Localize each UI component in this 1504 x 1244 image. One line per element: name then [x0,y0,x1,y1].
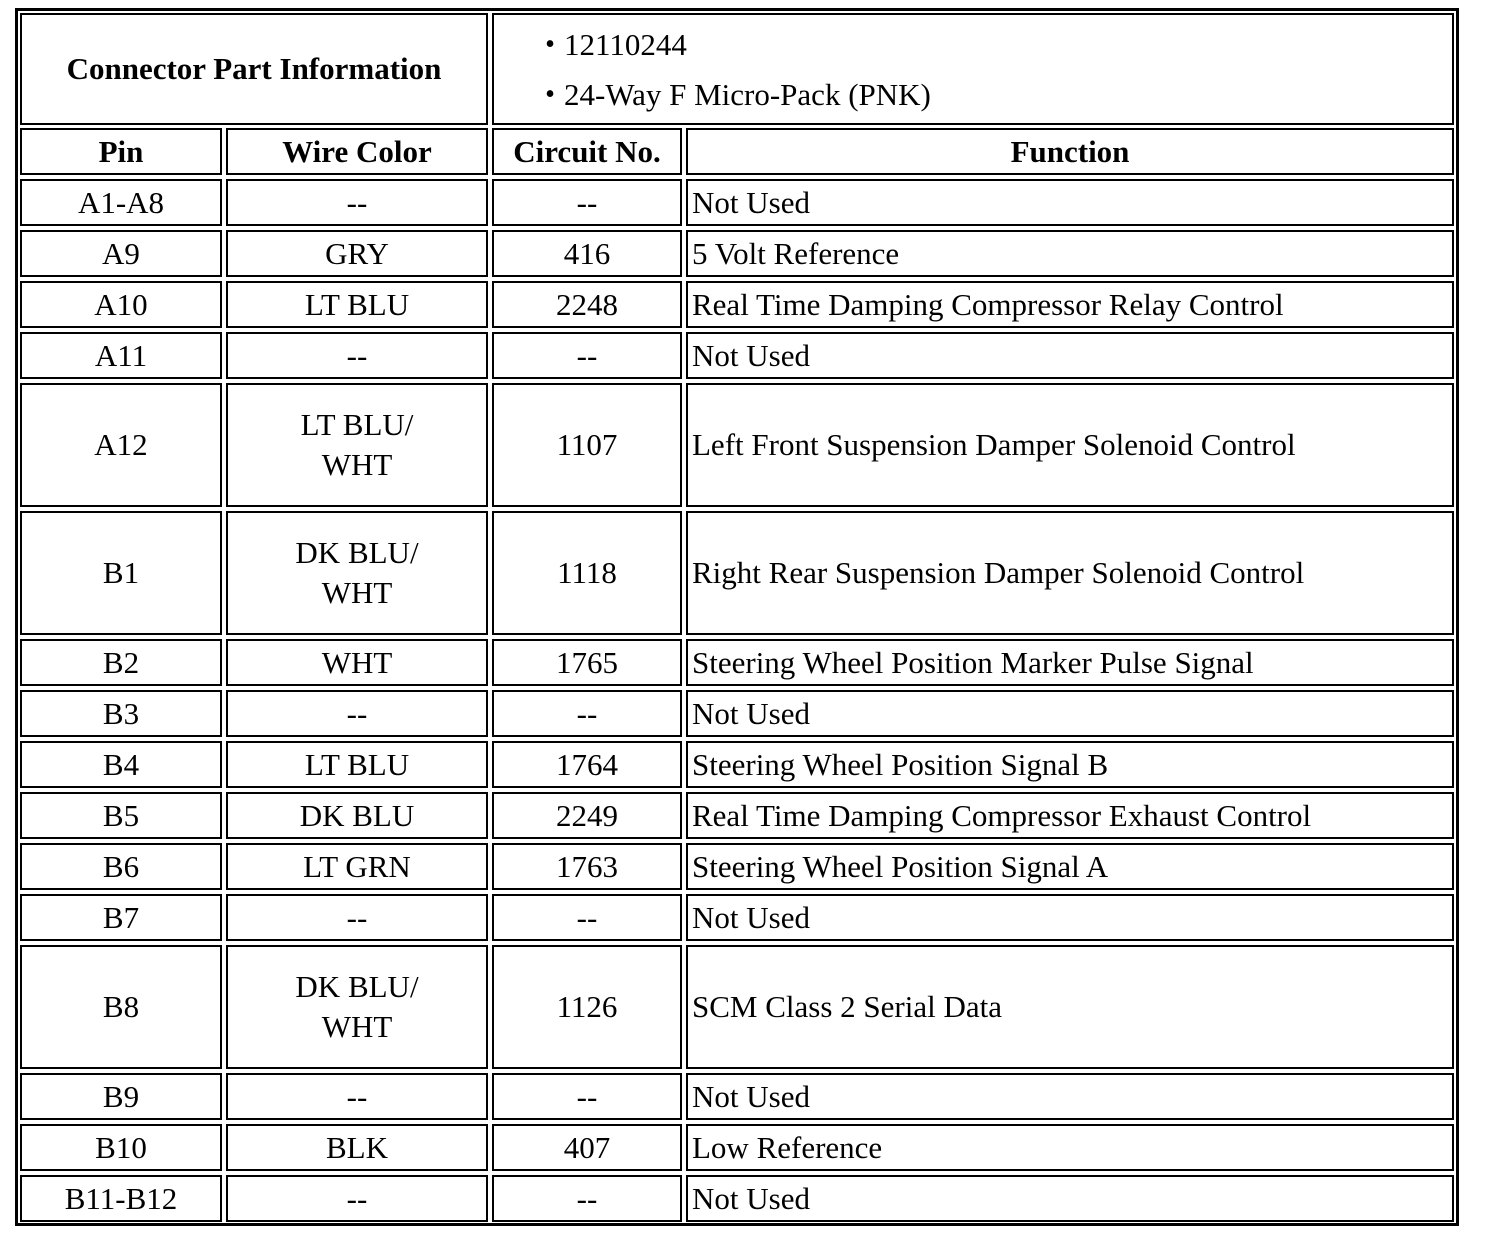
part-number-item [536,27,687,63]
cell-function-text: Not Used [692,1180,810,1216]
cell-function [686,639,1454,686]
cell-circuit-no [492,843,682,890]
bullet-icon: • [545,79,555,110]
wire-color-line: WHT [321,1009,393,1044]
wire-color-line: DK BLU [299,797,415,833]
wire-color-line: BLK [326,1129,388,1165]
cell-function-text: Steering Wheel Position Signal A [692,848,1109,884]
wire-color-line: WHT [321,644,393,680]
cell-pin-text: B3 [102,695,140,731]
cell-circuit-no [492,690,682,737]
cell-pin-text: B6 [102,848,140,884]
cell-pin [20,511,222,635]
cell-circuit-no-text: -- [576,695,598,731]
wire-color-line: LT BLU [304,286,410,322]
cell-circuit-no-text: 2248 [556,286,618,322]
cell-pin [20,1073,222,1120]
cell-circuit-no [492,511,682,635]
cell-function [686,230,1454,277]
cell-function [686,1175,1454,1222]
wire-color-line: LT BLU/ [300,407,414,442]
cell-function [686,281,1454,328]
cell-function [686,179,1454,226]
cell-pin-text: A1-A8 [77,184,165,220]
cell-function-text: 5 Volt Reference [692,235,900,271]
cell-circuit-no [492,792,682,839]
cell-circuit-no [492,945,682,1069]
wire-color-line: -- [346,184,368,220]
cell-wire-color [226,511,488,635]
cell-wire-color [226,1175,488,1222]
cell-function-text: Not Used [692,1078,810,1114]
cell-function [686,1124,1454,1171]
cell-pin-text: B7 [102,899,140,935]
cell-pin-text: B9 [102,1078,140,1114]
wire-color-line: LT GRN [303,848,411,884]
wire-color-line: GRY [325,235,389,271]
cell-pin [20,945,222,1069]
cell-pin [20,1175,222,1222]
cell-circuit-no-text: -- [576,899,598,935]
cell-pin [20,741,222,788]
cell-pin-text: B4 [102,746,140,782]
cell-circuit-no-text: 407 [563,1129,611,1165]
cell-wire-color [226,843,488,890]
cell-circuit-no-text: 1765 [556,644,618,680]
cell-circuit-no-text: 1763 [556,848,618,884]
cell-function [686,511,1454,635]
bullet-icon: • [545,29,555,60]
cell-pin-text: B8 [102,989,140,1024]
cell-pin [20,894,222,941]
connector-description-item [536,77,931,113]
cell-wire-color [226,1124,488,1171]
wire-color-line: -- [346,695,368,731]
cell-wire-color [226,945,488,1069]
cell-wire-color [226,332,488,379]
connector-part-info-list [492,13,1454,125]
cell-function [686,741,1454,788]
cell-function-text: Not Used [692,899,810,935]
cell-function-text: Low Reference [692,1129,883,1165]
cell-circuit-no-text: 2249 [556,797,618,833]
cell-pin [20,639,222,686]
header-wire-color-text: Wire Color [282,133,432,169]
cell-circuit-no [492,179,682,226]
cell-circuit-no-text: -- [576,184,598,220]
cell-function [686,332,1454,379]
cell-pin-text: B10 [95,1129,147,1165]
cell-function [686,945,1454,1069]
cell-wire-color [226,690,488,737]
cell-function-text: Not Used [692,695,810,731]
cell-circuit-no [492,332,682,379]
cell-circuit-no [492,1073,682,1120]
cell-circuit-no [492,383,682,507]
cell-pin [20,230,222,277]
cell-circuit-no [492,894,682,941]
cell-function [686,894,1454,941]
cell-pin [20,332,222,379]
header-function [686,128,1454,175]
cell-pin [20,281,222,328]
cell-function-text: Steering Wheel Position Signal B [692,746,1109,782]
cell-wire-color [226,230,488,277]
cell-wire-color [226,281,488,328]
cell-pin-text: B2 [102,644,140,680]
wire-color-line: -- [346,1078,368,1114]
cell-wire-color [226,894,488,941]
cell-pin-text: B11-B12 [64,1180,178,1216]
header-pin-text: Pin [98,133,144,169]
connector-part-info-title [20,13,488,125]
cell-pin-text: A12 [94,427,148,462]
cell-function [686,843,1454,890]
cell-function-text: Not Used [692,184,810,220]
cell-pin [20,179,222,226]
cell-function-text: Right Rear Suspension Damper Solenoid Control [692,555,1305,590]
cell-circuit-no [492,639,682,686]
cell-circuit-no [492,281,682,328]
cell-pin-text: A9 [102,235,140,271]
cell-circuit-no-text: -- [576,337,598,373]
cell-function [686,1073,1454,1120]
header-wire-color [226,128,488,175]
wire-color-line: WHT [321,447,393,482]
cell-pin-text: B1 [102,555,140,590]
connector-description: 24-Way F Micro-Pack (PNK) [564,77,931,112]
cell-function-text: Not Used [692,337,810,373]
header-circuit-no-text: Circuit No. [513,133,661,169]
cell-function [686,383,1454,507]
cell-wire-color [226,639,488,686]
cell-pin-text: B5 [102,797,140,833]
cell-circuit-no [492,230,682,277]
cell-pin [20,1124,222,1171]
cell-circuit-no-text: -- [576,1078,598,1114]
cell-pin [20,690,222,737]
cell-circuit-no [492,741,682,788]
cell-wire-color [226,1073,488,1120]
cell-pin [20,383,222,507]
header-pin [20,128,222,175]
wire-color-line: DK BLU/ [295,535,419,570]
wire-color-line: -- [346,899,368,935]
cell-function-text: Left Front Suspension Damper Solenoid Control [692,427,1296,462]
cell-function-text: Steering Wheel Position Marker Pulse Signal [692,644,1254,680]
cell-circuit-no-text: 416 [563,235,611,271]
cell-pin [20,843,222,890]
cell-circuit-no-text: 1764 [556,746,618,782]
wire-color-line: WHT [321,575,393,610]
cell-function-text: SCM Class 2 Serial Data [692,989,1002,1024]
cell-circuit-no [492,1124,682,1171]
cell-pin [20,792,222,839]
cell-function [686,690,1454,737]
cell-circuit-no [492,1175,682,1222]
wire-color-line: -- [346,337,368,373]
wire-color-line: -- [346,1180,368,1216]
wire-color-line: DK BLU/ [295,969,419,1004]
cell-circuit-no-text: 1126 [556,989,618,1024]
wire-color-line: LT BLU [304,746,410,782]
header-circuit-no [492,128,682,175]
cell-function-text: Real Time Damping Compressor Exhaust Control [692,797,1312,833]
connector-part-info-title-text: Connector Part Information [66,51,442,86]
cell-pin-text: A11 [94,337,148,373]
header-function-text: Function [1010,133,1130,169]
cell-function-text: Real Time Damping Compressor Relay Control [692,286,1284,322]
cell-wire-color [226,741,488,788]
cell-pin-text: A10 [94,286,148,322]
cell-wire-color [226,792,488,839]
cell-circuit-no-text: 1118 [557,555,617,590]
cell-circuit-no-text: 1107 [556,427,618,462]
cell-function [686,792,1454,839]
cell-circuit-no-text: -- [576,1180,598,1216]
part-number: 12110244 [564,27,687,62]
cell-wire-color [226,179,488,226]
cell-wire-color [226,383,488,507]
